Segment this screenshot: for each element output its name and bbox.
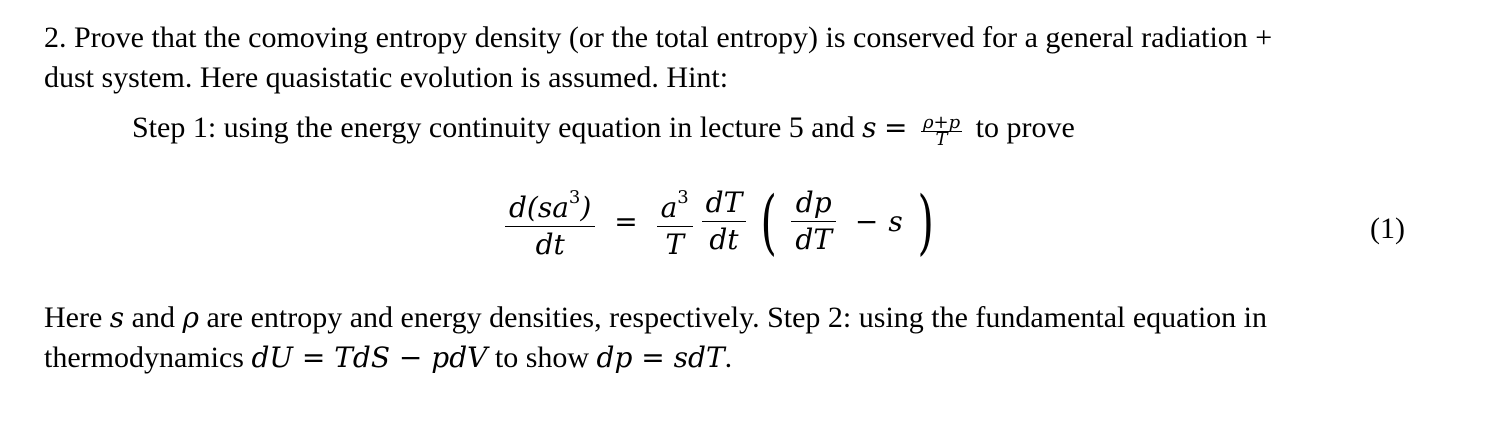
s-term: s: [888, 205, 903, 238]
fundamental-equation: dU = TdS − pdV: [251, 341, 488, 374]
a3-over-T-fraction: [657, 180, 693, 263]
right-parenthesis: ): [917, 180, 934, 263]
step2-text: are entropy and energy densities, respectively. Step 2: using the fundamental equation in: [198, 301, 1268, 334]
equation-number: (1): [1370, 212, 1405, 245]
here-text: Here: [44, 301, 110, 334]
s-symbol: s: [862, 111, 877, 144]
a3-numerator: [657, 180, 693, 227]
step1-suffix: to prove: [968, 111, 1075, 144]
problem-line-1: [44, 20, 1272, 56]
left-parenthesis: (: [760, 180, 778, 263]
a-exponent: 3: [677, 187, 689, 208]
dp-over-dT-fraction: [791, 185, 836, 258]
thermodynamics-text: thermodynamics: [44, 341, 252, 374]
minus-sign: −: [854, 205, 879, 238]
a-base: a: [660, 191, 678, 224]
problem-line-2: [44, 60, 728, 96]
dt-denominator: dt: [709, 223, 739, 256]
lhs-denominator: dt: [535, 228, 565, 261]
s-variable: s: [109, 301, 125, 334]
T-denominator: T: [665, 228, 685, 261]
and-text: and: [124, 301, 183, 334]
lhs-numerator: [505, 180, 595, 227]
entropy-fraction-denominator: T: [935, 129, 948, 150]
hint-text: dust system. Here quasistatic evolution is assumed. Hint:: [44, 61, 729, 94]
dT-numerator: dT: [702, 185, 747, 222]
thermodynamics-line: [44, 340, 732, 376]
equation-equals: =: [614, 205, 638, 238]
entropy-fraction: [921, 112, 962, 150]
entropy-fraction-numerator: ρ+p: [922, 112, 961, 133]
dT-denominator: dT: [795, 223, 832, 256]
period: .: [724, 341, 733, 374]
equals-sign: =: [884, 111, 908, 144]
display-equation: [505, 180, 939, 270]
target-equation: dp = sdT: [596, 341, 725, 374]
step1-prefix: Step 1: using the energy continuity equation in lecture 5 and: [132, 111, 863, 144]
to-show-text: to show: [487, 341, 597, 374]
dT-over-dt-fraction: [702, 185, 747, 258]
lhs-num-close: ): [580, 191, 592, 224]
dp-numerator: dp: [791, 185, 836, 222]
lhs-num-exponent: 3: [568, 187, 581, 208]
problem-statement-text: 2. Prove that the comoving entropy density (or the total entropy) is conserved for a general radiation +: [44, 21, 1273, 54]
lhs-num-text: d(sa: [509, 191, 569, 224]
rho-variable: ρ: [182, 301, 199, 334]
step1-line: [132, 110, 1075, 148]
definitions-line: [44, 300, 1267, 336]
lhs-fraction: [505, 180, 595, 263]
